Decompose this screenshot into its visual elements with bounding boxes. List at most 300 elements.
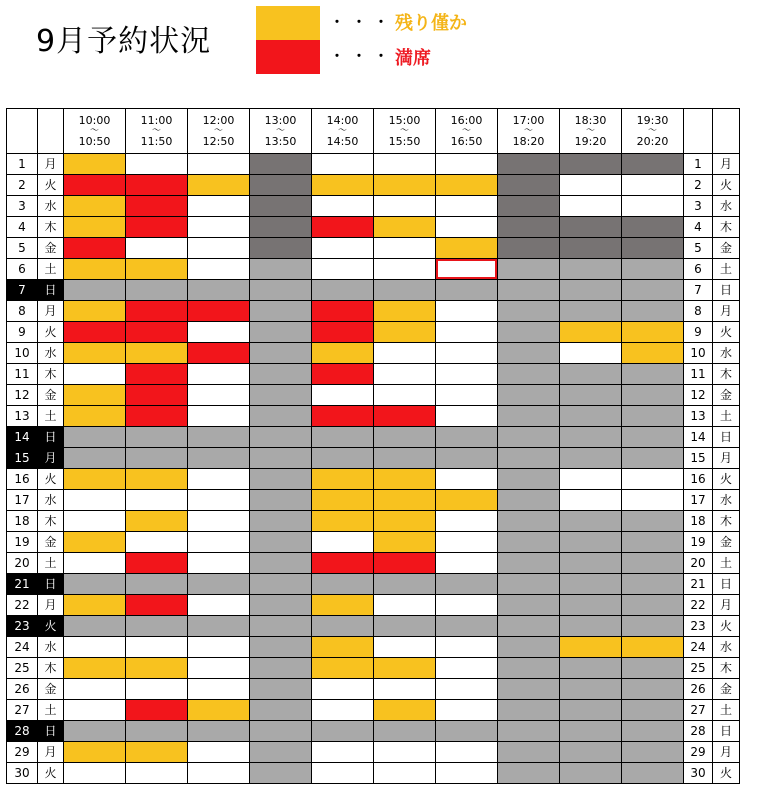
header-row	[7, 109, 740, 154]
slot-cell-available[interactable]	[188, 196, 250, 217]
day-number: 14	[7, 427, 38, 448]
day-number-right: 25	[684, 658, 713, 679]
slot-cell-few[interactable]	[312, 175, 374, 196]
slot-cell-available[interactable]	[188, 658, 250, 679]
day-row	[7, 721, 740, 742]
slot-cell-available[interactable]	[374, 196, 436, 217]
slot-cell-closed	[498, 532, 560, 553]
slot-cell-available[interactable]	[312, 154, 374, 175]
slot-cell-closed	[64, 616, 126, 637]
day-number-right: 21	[684, 574, 713, 595]
slot-cell-available[interactable]	[312, 385, 374, 406]
slot-start: 18:30	[574, 113, 607, 127]
weekday: 水	[38, 637, 64, 658]
weekday-right: 火	[713, 175, 740, 196]
slot-cell-few[interactable]	[64, 385, 126, 406]
slot-cell-available[interactable]	[64, 364, 126, 385]
slot-cell-closed	[64, 721, 126, 742]
slot-cell-closed	[622, 532, 684, 553]
time-slot-header	[498, 109, 560, 154]
slot-cell-closed_dark	[622, 154, 684, 175]
weekday-right: 木	[713, 511, 740, 532]
weekday: 金	[38, 532, 64, 553]
slot-cell-few[interactable]	[374, 469, 436, 490]
slot-cell-available[interactable]	[188, 259, 250, 280]
slot-cell-closed	[250, 448, 312, 469]
day-number-right: 27	[684, 700, 713, 721]
slot-cell-closed	[622, 721, 684, 742]
slot-cell-full	[312, 322, 374, 343]
day-number-right: 7	[684, 280, 713, 301]
slot-cell-few[interactable]	[126, 511, 188, 532]
slot-cell-few[interactable]	[64, 196, 126, 217]
slot-cell-available[interactable]	[436, 385, 498, 406]
slot-cell-available[interactable]	[374, 595, 436, 616]
slot-cell-closed	[250, 700, 312, 721]
slot-cell-available[interactable]	[188, 763, 250, 784]
slot-cell-closed	[126, 574, 188, 595]
slot-cell-available[interactable]	[374, 259, 436, 280]
day-number: 16	[7, 469, 38, 490]
day-number: 4	[7, 217, 38, 238]
slot-cell-closed	[498, 259, 560, 280]
slot-cell-closed	[64, 448, 126, 469]
weekday-right: 日	[713, 427, 740, 448]
slot-cell-available[interactable]	[312, 742, 374, 763]
slot-cell-closed	[250, 490, 312, 511]
slot-cell-closed	[312, 427, 374, 448]
slot-cell-available[interactable]	[374, 385, 436, 406]
slot-cell-closed	[312, 721, 374, 742]
day-row	[7, 595, 740, 616]
slot-cell-closed	[622, 616, 684, 637]
slot-cell-few[interactable]	[374, 175, 436, 196]
day-number: 9	[7, 322, 38, 343]
slot-cell-available[interactable]	[188, 385, 250, 406]
slot-cell-closed	[250, 364, 312, 385]
slot-cell-available[interactable]	[560, 490, 622, 511]
slot-cell-closed	[560, 280, 622, 301]
slot-cell-available[interactable]	[436, 406, 498, 427]
slot-cell-few[interactable]	[64, 469, 126, 490]
slot-cell-closed	[374, 448, 436, 469]
slot-cell-full	[188, 343, 250, 364]
slot-cell-closed	[498, 553, 560, 574]
slot-cell-closed	[250, 301, 312, 322]
slot-cell-available[interactable]	[312, 532, 374, 553]
slot-cell-available[interactable]	[436, 532, 498, 553]
slot-cell-available[interactable]	[560, 469, 622, 490]
slot-cell-available[interactable]	[126, 763, 188, 784]
slot-cell-closed	[250, 742, 312, 763]
slot-cell-available[interactable]	[436, 217, 498, 238]
slot-cell-closed	[250, 616, 312, 637]
slot-cell-available[interactable]	[436, 700, 498, 721]
weekday-right: 月	[713, 448, 740, 469]
slot-cell-full	[374, 406, 436, 427]
slot-cell-closed	[560, 763, 622, 784]
weekday-right: 火	[713, 322, 740, 343]
slot-cell-closed	[188, 616, 250, 637]
day-number-right: 28	[684, 721, 713, 742]
slot-end: 11:50	[140, 134, 173, 148]
legend-few-swatch	[256, 6, 320, 40]
slot-cell-available[interactable]	[374, 364, 436, 385]
weekday-right: 日	[713, 280, 740, 301]
slot-cell-available[interactable]	[64, 553, 126, 574]
slot-cell-available[interactable]	[436, 637, 498, 658]
slot-cell-few[interactable]	[312, 595, 374, 616]
slot-cell-available[interactable]	[374, 637, 436, 658]
slot-cell-few[interactable]	[622, 343, 684, 364]
slot-cell-available[interactable]	[188, 364, 250, 385]
slot-cell-available[interactable]	[126, 679, 188, 700]
slot-cell-full	[64, 322, 126, 343]
slot-cell-closed	[498, 469, 560, 490]
slot-cell-available[interactable]	[436, 595, 498, 616]
weekday: 土	[38, 406, 64, 427]
slot-cell-available[interactable]	[312, 259, 374, 280]
slot-cell-closed	[374, 574, 436, 595]
slot-cell-closed	[498, 490, 560, 511]
slot-cell-few[interactable]	[126, 658, 188, 679]
slot-cell-few[interactable]	[312, 511, 374, 532]
slot-cell-available[interactable]	[560, 343, 622, 364]
slot-cell-closed	[622, 574, 684, 595]
slot-cell-available[interactable]	[188, 469, 250, 490]
slot-cell-available[interactable]	[188, 238, 250, 259]
weekday-right: 日	[713, 721, 740, 742]
slot-cell-closed	[436, 280, 498, 301]
slot-cell-closed	[250, 259, 312, 280]
slot-end: 10:50	[78, 134, 111, 148]
slot-cell-available[interactable]	[374, 742, 436, 763]
slot-cell-closed	[560, 700, 622, 721]
slot-cell-few[interactable]	[374, 490, 436, 511]
day-row	[7, 658, 740, 679]
slot-cell-full	[126, 553, 188, 574]
slot-cell-available[interactable]	[436, 469, 498, 490]
weekday: 日	[38, 427, 64, 448]
day-number-right: 17	[684, 490, 713, 511]
slot-cell-available[interactable]	[436, 742, 498, 763]
weekday: 水	[38, 490, 64, 511]
slot-cell-few[interactable]	[312, 469, 374, 490]
slot-cell-few[interactable]	[312, 490, 374, 511]
slot-cell-closed	[622, 427, 684, 448]
slot-cell-closed	[498, 385, 560, 406]
slot-cell-few[interactable]	[436, 238, 498, 259]
slot-cell-closed	[312, 280, 374, 301]
slot-cell-closed	[436, 427, 498, 448]
slot-cell-available[interactable]	[436, 343, 498, 364]
slot-cell-few[interactable]	[374, 217, 436, 238]
day-number-right: 10	[684, 343, 713, 364]
slot-cell-full	[126, 385, 188, 406]
weekday: 月	[38, 595, 64, 616]
slot-cell-available[interactable]	[436, 658, 498, 679]
weekday: 水	[38, 196, 64, 217]
slot-cell-closed	[498, 658, 560, 679]
slot-cell-full	[126, 406, 188, 427]
day-row	[7, 448, 740, 469]
day-number-right: 26	[684, 679, 713, 700]
slot-cell-available[interactable]	[436, 553, 498, 574]
day-number: 2	[7, 175, 38, 196]
slot-cell-available[interactable]	[188, 322, 250, 343]
slot-cell-closed_dark	[250, 217, 312, 238]
slot-cell-closed	[498, 637, 560, 658]
slot-cell-few[interactable]	[64, 595, 126, 616]
slot-cell-closed	[560, 427, 622, 448]
slot-cell-available[interactable]	[622, 196, 684, 217]
slot-cell-few[interactable]	[560, 637, 622, 658]
slot-cell-few[interactable]	[374, 658, 436, 679]
slot-cell-available[interactable]	[188, 406, 250, 427]
time-slot-header	[436, 109, 498, 154]
day-number: 27	[7, 700, 38, 721]
weekday-right: 月	[713, 595, 740, 616]
slot-cell-available[interactable]	[560, 175, 622, 196]
day-row	[7, 742, 740, 763]
day-number: 6	[7, 259, 38, 280]
slot-cell-available[interactable]	[126, 238, 188, 259]
slot-cell-available[interactable]	[64, 763, 126, 784]
slot-cell-few[interactable]	[560, 322, 622, 343]
slot-cell-few[interactable]	[312, 658, 374, 679]
slot-cell-closed	[498, 700, 560, 721]
slot-cell-available[interactable]	[312, 238, 374, 259]
header-blank	[38, 109, 64, 154]
slot-cell-available[interactable]	[436, 364, 498, 385]
slot-cell-available[interactable]	[436, 322, 498, 343]
slot-cell-available[interactable]	[188, 595, 250, 616]
slot-cell-closed	[622, 448, 684, 469]
slot-cell-few[interactable]	[64, 406, 126, 427]
slot-cell-few[interactable]	[64, 742, 126, 763]
slot-cell-available_highlighted[interactable]	[436, 259, 498, 280]
slot-cell-available[interactable]	[436, 301, 498, 322]
slot-cell-closed_dark	[498, 154, 560, 175]
weekday-right: 土	[713, 406, 740, 427]
slot-cell-available[interactable]	[374, 679, 436, 700]
slot-cell-available[interactable]	[374, 763, 436, 784]
slot-cell-few[interactable]	[622, 322, 684, 343]
slot-cell-few[interactable]	[64, 658, 126, 679]
day-number-right: 1	[684, 154, 713, 175]
slot-cell-available[interactable]	[126, 637, 188, 658]
weekday-right: 土	[713, 553, 740, 574]
day-row	[7, 364, 740, 385]
slot-cell-few[interactable]	[622, 637, 684, 658]
slot-cell-available[interactable]	[64, 700, 126, 721]
slot-cell-closed	[64, 427, 126, 448]
slot-cell-available[interactable]	[312, 679, 374, 700]
slot-cell-available[interactable]	[126, 154, 188, 175]
slot-cell-available[interactable]	[126, 490, 188, 511]
slot-cell-available[interactable]	[312, 196, 374, 217]
day-number: 8	[7, 301, 38, 322]
slot-cell-available[interactable]	[436, 763, 498, 784]
slot-cell-few[interactable]	[64, 217, 126, 238]
slot-cell-full	[126, 196, 188, 217]
slot-cell-closed	[436, 574, 498, 595]
time-slot-header	[250, 109, 312, 154]
slot-cell-available[interactable]	[188, 217, 250, 238]
weekday-right: 水	[713, 490, 740, 511]
weekday: 金	[38, 385, 64, 406]
slot-cell-closed	[374, 616, 436, 637]
slot-start: 13:00	[264, 113, 297, 127]
slot-cell-closed	[622, 679, 684, 700]
weekday-right: 木	[713, 658, 740, 679]
slot-cell-available[interactable]	[374, 238, 436, 259]
day-number: 17	[7, 490, 38, 511]
slot-cell-few[interactable]	[64, 532, 126, 553]
day-number-right: 16	[684, 469, 713, 490]
slot-cell-few[interactable]	[374, 700, 436, 721]
slot-cell-closed	[498, 679, 560, 700]
slot-cell-available[interactable]	[188, 154, 250, 175]
slot-end: 20:20	[636, 134, 669, 148]
slot-cell-few[interactable]	[436, 175, 498, 196]
slot-cell-closed	[498, 427, 560, 448]
weekday-right: 金	[713, 679, 740, 700]
day-number: 23	[7, 616, 38, 637]
weekday: 金	[38, 238, 64, 259]
slot-cell-closed	[250, 511, 312, 532]
slot-cell-available[interactable]	[622, 469, 684, 490]
day-number-right: 5	[684, 238, 713, 259]
slot-end: 15:50	[388, 134, 421, 148]
day-row	[7, 385, 740, 406]
slot-cell-closed	[622, 406, 684, 427]
slot-cell-available[interactable]	[312, 700, 374, 721]
slot-cell-available[interactable]	[622, 490, 684, 511]
legend-few-label: 残り僅か	[395, 13, 467, 34]
day-row	[7, 280, 740, 301]
weekday: 月	[38, 154, 64, 175]
header-blank	[684, 109, 713, 154]
slot-cell-available[interactable]	[436, 196, 498, 217]
slot-cell-available[interactable]	[622, 175, 684, 196]
slot-separator: 〜	[275, 125, 285, 136]
slot-cell-closed	[312, 574, 374, 595]
slot-start: 11:00	[140, 113, 173, 127]
day-number-right: 20	[684, 553, 713, 574]
slot-cell-available[interactable]	[188, 490, 250, 511]
slot-cell-available[interactable]	[188, 553, 250, 574]
slot-cell-available[interactable]	[188, 637, 250, 658]
slot-cell-available[interactable]	[64, 511, 126, 532]
slot-cell-closed	[436, 721, 498, 742]
slot-cell-few[interactable]	[374, 322, 436, 343]
slot-cell-few[interactable]	[374, 511, 436, 532]
slot-cell-few[interactable]	[64, 154, 126, 175]
slot-cell-closed	[250, 406, 312, 427]
slot-cell-closed	[560, 364, 622, 385]
day-number-right: 13	[684, 406, 713, 427]
slot-cell-available[interactable]	[374, 343, 436, 364]
slot-cell-full	[64, 238, 126, 259]
slot-cell-closed_dark	[560, 217, 622, 238]
slot-cell-available[interactable]	[312, 763, 374, 784]
slot-cell-closed	[250, 679, 312, 700]
slot-cell-few[interactable]	[64, 301, 126, 322]
slot-cell-closed	[560, 259, 622, 280]
slot-cell-few[interactable]	[312, 343, 374, 364]
slot-cell-closed_dark	[560, 238, 622, 259]
slot-cell-available[interactable]	[436, 154, 498, 175]
slot-cell-available[interactable]	[436, 679, 498, 700]
day-number: 30	[7, 763, 38, 784]
day-number-right: 15	[684, 448, 713, 469]
slot-separator: 〜	[399, 125, 409, 136]
slot-cell-available[interactable]	[436, 511, 498, 532]
slot-cell-available[interactable]	[188, 532, 250, 553]
slot-cell-available[interactable]	[374, 154, 436, 175]
slot-cell-few[interactable]	[188, 175, 250, 196]
day-row	[7, 763, 740, 784]
slot-cell-few[interactable]	[126, 343, 188, 364]
weekday: 火	[38, 763, 64, 784]
slot-cell-closed	[250, 574, 312, 595]
slot-cell-available[interactable]	[64, 490, 126, 511]
time-slot-header	[312, 109, 374, 154]
day-number-right: 19	[684, 532, 713, 553]
slot-cell-available[interactable]	[188, 511, 250, 532]
slot-cell-few[interactable]	[188, 700, 250, 721]
slot-cell-few[interactable]	[64, 259, 126, 280]
slot-cell-few[interactable]	[312, 637, 374, 658]
slot-cell-closed	[188, 721, 250, 742]
weekday-right: 火	[713, 616, 740, 637]
slot-cell-closed	[126, 448, 188, 469]
slot-cell-full	[312, 301, 374, 322]
day-row	[7, 469, 740, 490]
slot-cell-available[interactable]	[126, 532, 188, 553]
day-number: 12	[7, 385, 38, 406]
slot-end: 19:20	[574, 134, 607, 148]
slot-cell-few[interactable]	[126, 469, 188, 490]
slot-cell-available[interactable]	[560, 196, 622, 217]
slot-cell-available[interactable]	[64, 637, 126, 658]
day-number: 26	[7, 679, 38, 700]
slot-cell-few[interactable]	[436, 490, 498, 511]
slot-cell-full	[312, 364, 374, 385]
slot-cell-few[interactable]	[126, 259, 188, 280]
slot-start: 14:00	[326, 113, 359, 127]
weekday-right: 月	[713, 154, 740, 175]
slot-cell-closed	[498, 322, 560, 343]
day-row	[7, 322, 740, 343]
day-number-right: 9	[684, 322, 713, 343]
slot-cell-few[interactable]	[374, 532, 436, 553]
slot-cell-full	[64, 175, 126, 196]
slot-cell-few[interactable]	[374, 301, 436, 322]
weekday: 木	[38, 658, 64, 679]
slot-cell-closed	[560, 742, 622, 763]
slot-cell-few[interactable]	[64, 343, 126, 364]
slot-start: 12:00	[202, 113, 235, 127]
slot-cell-available[interactable]	[188, 679, 250, 700]
weekday: 木	[38, 364, 64, 385]
slot-cell-available[interactable]	[188, 742, 250, 763]
slot-cell-few[interactable]	[126, 742, 188, 763]
weekday: 月	[38, 448, 64, 469]
weekday-right: 金	[713, 238, 740, 259]
slot-cell-available[interactable]	[64, 679, 126, 700]
